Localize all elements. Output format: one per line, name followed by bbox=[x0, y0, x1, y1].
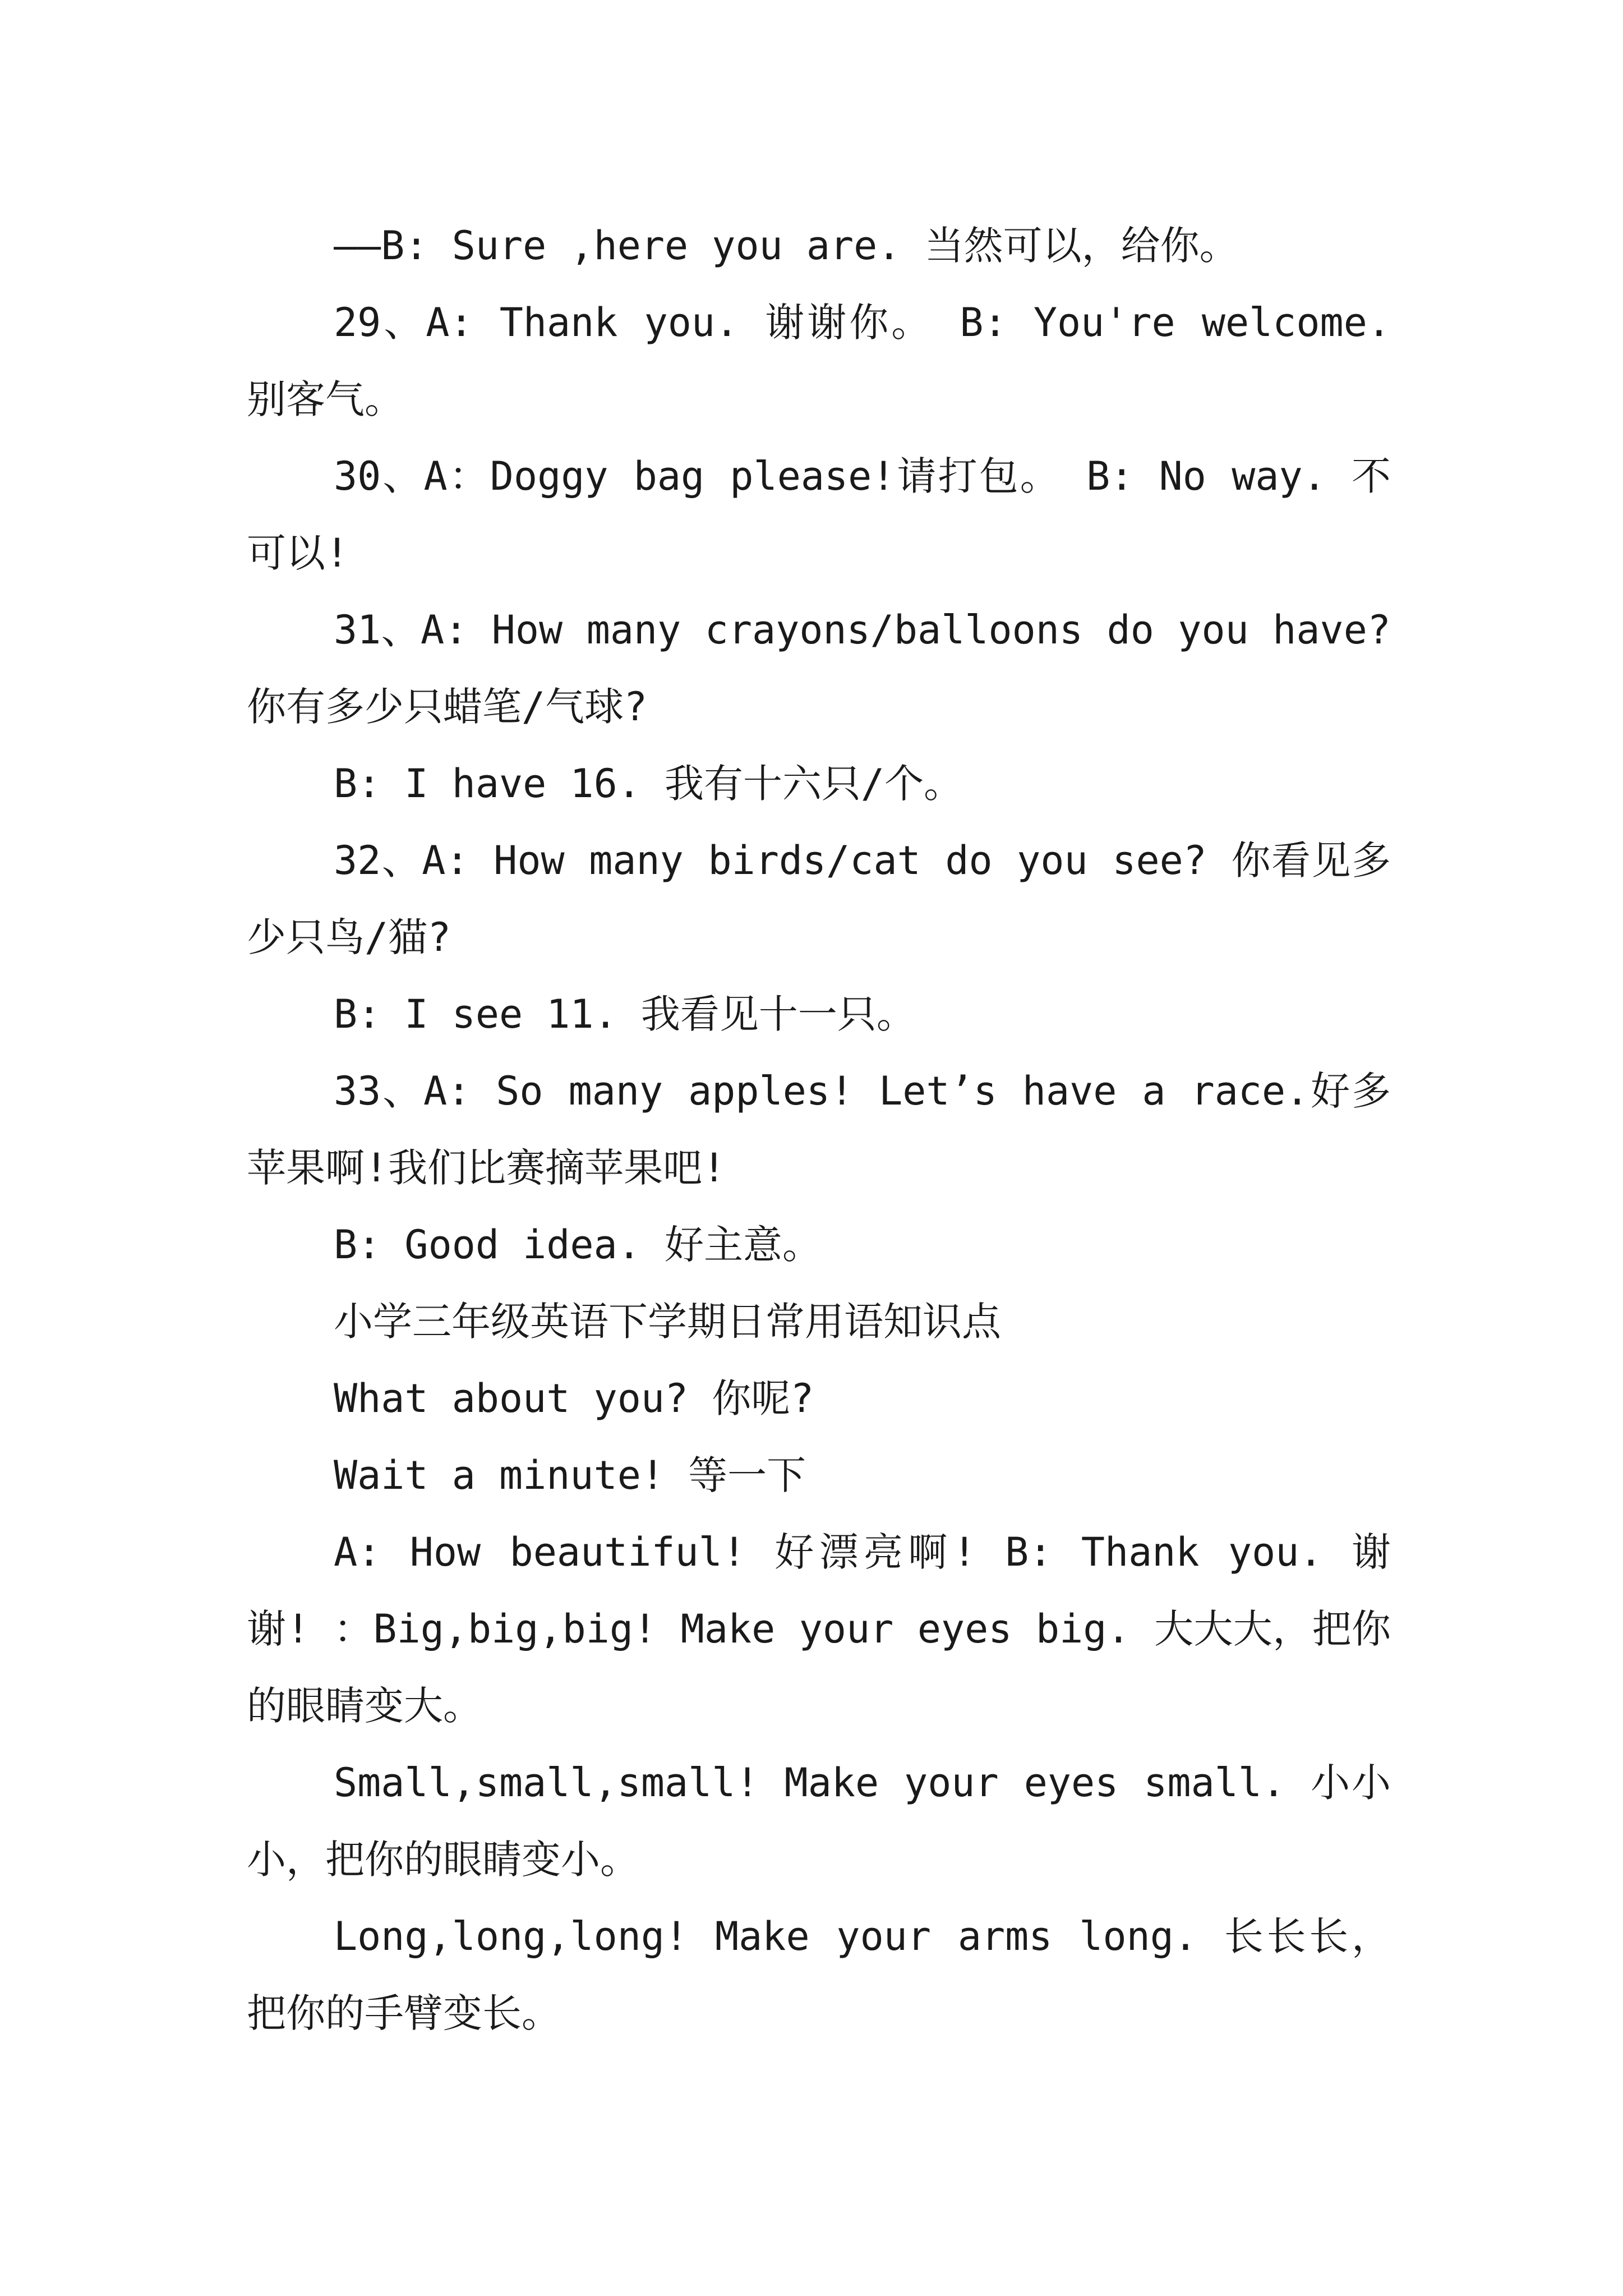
paragraph: 30、A：Doggy bag please!请打包。 B: No way. 不可以! bbox=[247, 453, 1391, 576]
paragraph: ——B: Sure ,here you are. 当然可以，给你。 bbox=[334, 223, 1239, 269]
paragraph: 31、A: How many crayons/balloons do you have? 你有多少只蜡笔/气球? bbox=[247, 607, 1415, 730]
paragraph: 32、A: How many birds/cat do you see? 你看见多少只鸟/猫? bbox=[247, 838, 1391, 960]
paragraph: What about you? 你呢? bbox=[334, 1375, 814, 1421]
section-heading: 小学三年级英语下学期日常用语知识点 bbox=[334, 1299, 1001, 1345]
paragraph: Long,long,long! Make your arms long. 长长长，把你的手臂变长。 bbox=[247, 1913, 1391, 2036]
paragraph: Wait a minute! 等一下 bbox=[334, 1452, 806, 1498]
paragraph: A: How beautiful! 好漂亮啊! B: Thank you. 谢谢! ：Big,big,big! Make your eyes big. 大大大，把你的眼睛变大。 bbox=[247, 1529, 1391, 1729]
paragraph: 33、A: So many apples! Let’s have a race.好多苹果啊!我们比赛摘苹果吧! bbox=[247, 1068, 1391, 1191]
paragraph: B: Good idea. 好主意。 bbox=[334, 1222, 822, 1268]
paragraph: Small,small,small! Make your eyes small. 小小小，把你的眼睛变小。 bbox=[247, 1760, 1391, 1883]
document-body bbox=[247, 208, 1415, 2052]
paragraph: B: I see 11. 我看见十一只。 bbox=[334, 991, 916, 1037]
paragraph: B: I have 16. 我有十六只/个。 bbox=[334, 761, 963, 807]
paragraph: 29、A: Thank you. 谢谢你。 B: You're welcome. 别客气。 bbox=[247, 300, 1415, 422]
